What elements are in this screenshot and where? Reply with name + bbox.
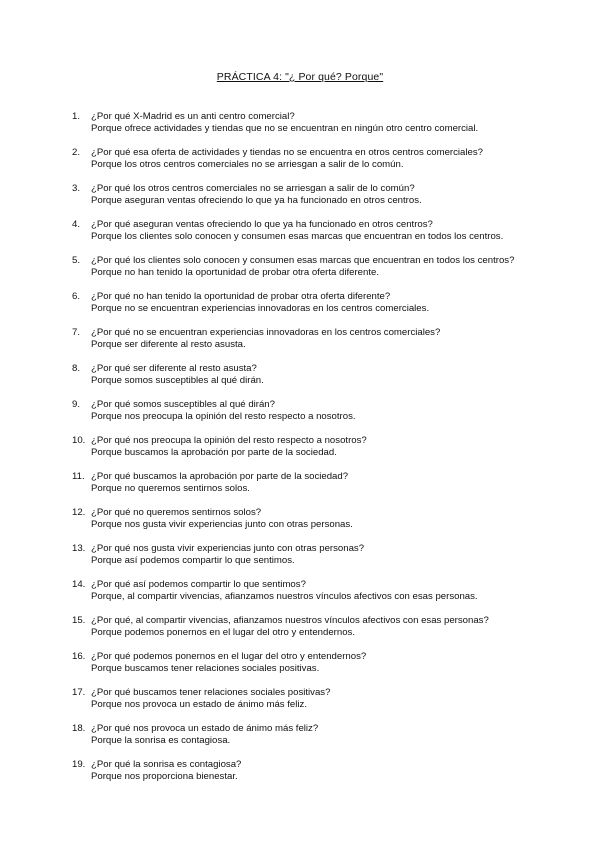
question-text: ¿Por qué buscamos tener relaciones sociales positivas? [91,687,331,698]
list-item [72,399,572,435]
item-number: 7. [72,327,81,338]
question-text: ¿Por qué nos provoca un estado de ánimo más feliz? [91,723,319,734]
list-item [72,507,572,543]
item-number: 10. [72,435,86,446]
answer-text: Porque nos provoca un estado de ánimo más feliz. [91,699,307,711]
item-number: 2. [72,147,81,158]
list-item [72,759,572,795]
item-number: 18. [72,723,86,734]
list-item [72,471,572,507]
list-item [72,183,572,219]
list-item [72,435,572,471]
item-number: 4. [72,219,81,230]
answer-text: Porque nos gusta vivir experiencias junto con otras personas. [91,519,353,531]
list-item [72,291,572,327]
item-number: 5. [72,255,81,266]
item-number: 1. [72,111,81,122]
page-title: PRÁCTICA 4: "¿ Por qué? Porque" [216,71,384,83]
answer-text: Porque los otros centros comerciales no se arriesgan a salir de lo común. [91,159,404,171]
item-number: 19. [72,759,86,770]
item-number: 13. [72,543,86,554]
answer-text: Porque la sonrisa es contagiosa. [91,735,231,747]
question-text: ¿Por qué buscamos la aprobación por parte de la sociedad? [91,471,349,482]
answer-text: Porque los clientes solo conocen y consumen esas marcas que encuentran en todos los centros. [91,231,504,243]
question-text: ¿Por qué somos susceptibles al qué dirán? [91,399,275,410]
item-number: 6. [72,291,81,302]
item-number: 14. [72,579,86,590]
question-text: ¿Por qué nos preocupa la opinión del resto respecto a nosotros? [91,435,367,446]
item-number: 15. [72,615,86,626]
answer-text: Porque no han tenido la oportunidad de probar otra oferta diferente. [91,267,380,279]
question-text: ¿Por qué la sonrisa es contagiosa? [91,759,242,770]
question-text: ¿Por qué así podemos compartir lo que sentimos? [91,579,306,590]
answer-text: Porque ofrece actividades y tiendas que no se encuentran en ningún otro centro comercial. [91,123,479,135]
question-text: ¿Por qué esa oferta de actividades y tiendas no se encuentra en otros centros comerciales? [91,147,483,158]
list-item [72,723,572,759]
item-number: 3. [72,183,81,194]
answer-text: Porque aseguran ventas ofreciendo lo que ya ha funcionado en otros centros. [91,195,422,207]
question-text: ¿Por qué ser diferente al resto asusta? [91,363,257,374]
question-text: ¿Por qué, al compartir vivencias, afianzamos nuestros vínculos afectivos con esas personas? [91,615,489,626]
answer-text: Porque buscamos tener relaciones sociales positivas. [91,663,320,675]
question-text: ¿Por qué los clientes solo conocen y consumen esas marcas que encuentran en todos los centros? [91,255,515,266]
answer-text: Porque no se encuentran experiencias innovadoras en los centros comerciales. [91,303,430,315]
question-text: ¿Por qué no han tenido la oportunidad de probar otra oferta diferente? [91,291,391,302]
list-item [72,255,572,291]
list-item [72,687,572,723]
list-item [72,579,572,615]
answer-text: Porque nos preocupa la opinión del resto respecto a nosotros. [91,411,356,423]
question-text: ¿Por qué no se encuentran experiencias innovadoras en los centros comerciales? [91,327,441,338]
item-number: 11. [72,471,85,482]
list-item [72,147,572,183]
answer-text: Porque no queremos sentirnos solos. [91,483,250,495]
question-text: ¿Por qué aseguran ventas ofreciendo lo que ya ha funcionado en otros centros? [91,219,433,230]
question-text: ¿Por qué X-Madrid es un anti centro comercial? [91,111,295,122]
answer-text: Porque así podemos compartir lo que sentimos. [91,555,295,567]
answer-text: Porque ser diferente al resto asusta. [91,339,246,351]
item-number: 16. [72,651,86,662]
answer-text: Porque podemos ponernos en el lugar del otro y entendernos. [91,627,356,639]
question-text: ¿Por qué podemos ponernos en el lugar del otro y entendernos? [91,651,367,662]
list-item [72,615,572,651]
list-item [72,111,572,147]
question-text: ¿Por qué los otros centros comerciales no se arriesgan a salir de lo común? [91,183,415,194]
answer-text: Porque nos proporciona bienestar. [91,771,238,783]
list-item [72,543,572,579]
list-item [72,651,572,687]
list-item [72,327,572,363]
question-text: ¿Por qué nos gusta vivir experiencias junto con otras personas? [91,543,365,554]
answer-text: Porque somos susceptibles al qué dirán. [91,375,264,387]
item-number: 9. [72,399,81,410]
question-text: ¿Por qué no queremos sentirnos solos? [91,507,262,518]
answer-text: Porque, al compartir vivencias, afianzamos nuestros vínculos afectivos con esas personas. [91,591,478,603]
answer-text: Porque buscamos la aprobación por parte de la sociedad. [91,447,337,459]
question-list [72,111,572,795]
item-number: 12. [72,507,86,518]
item-number: 8. [72,363,81,374]
item-number: 17. [72,687,86,698]
list-item [72,363,572,399]
list-item [72,219,572,255]
